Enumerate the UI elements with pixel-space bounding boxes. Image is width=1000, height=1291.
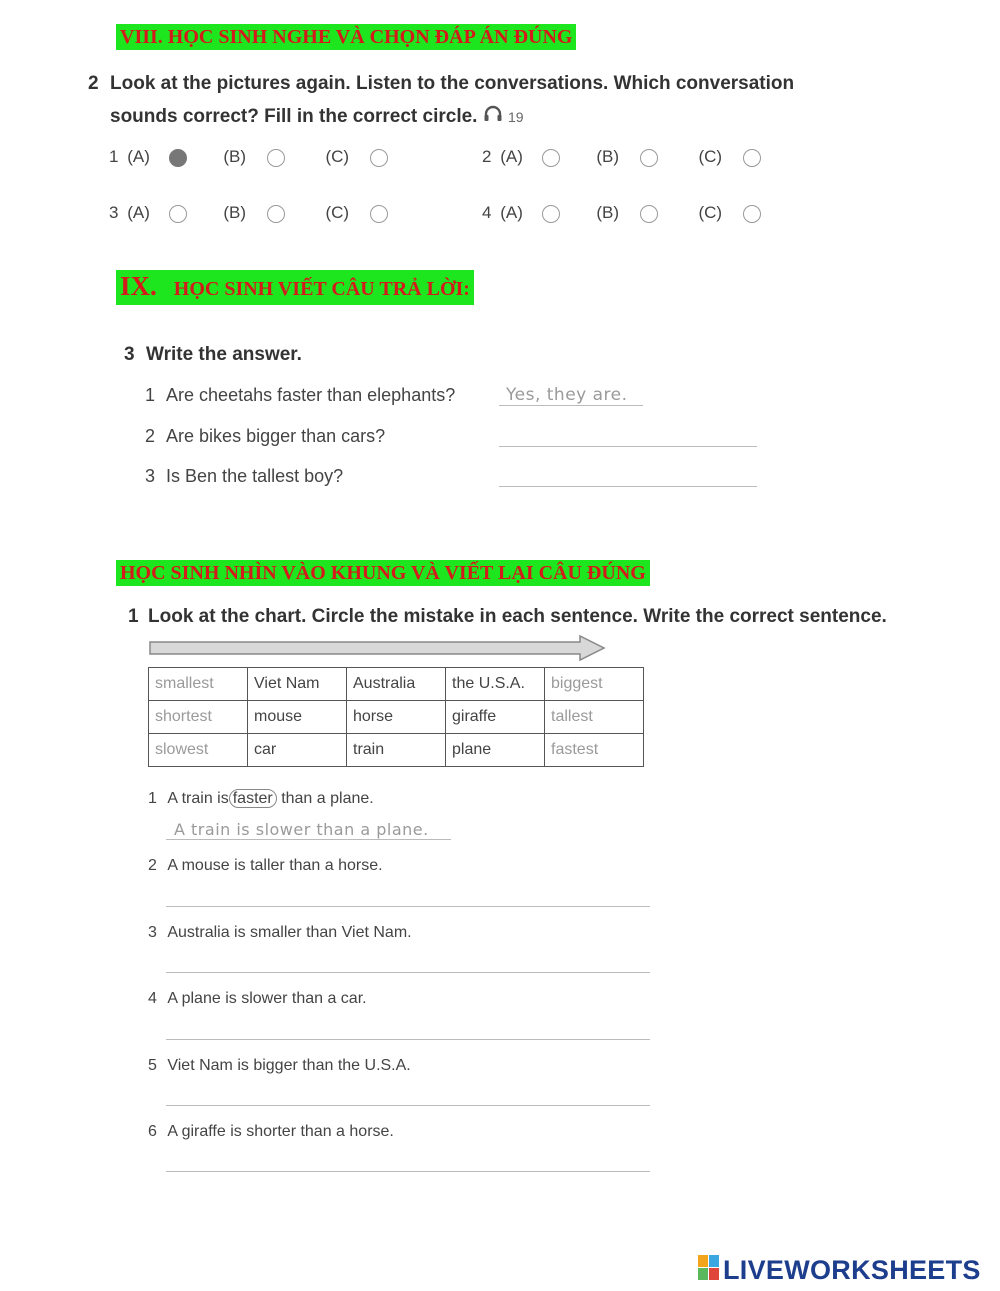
- section-ix-title: HỌC SINH VIẾT CÂU TRẢ LỜI:: [173, 278, 470, 300]
- item-sentence: A mouse is taller than a horse.: [167, 857, 383, 874]
- item-sentence: A plane is slower than a car.: [167, 990, 367, 1007]
- item-question: Is Ben the tallest boy?: [166, 466, 344, 486]
- item-sentence: A giraffe is shorter than a horse.: [167, 1123, 394, 1140]
- comparison-chart: [148, 667, 644, 767]
- answer-circle[interactable]: [169, 149, 187, 167]
- exercise-2-instruction-2-text: sounds correct? Fill in the correct circle.: [110, 106, 478, 128]
- answer-circle[interactable]: [267, 149, 285, 167]
- chart-cell: Viet Nam: [248, 668, 347, 701]
- question-1-row: [109, 147, 388, 167]
- item-number: 3: [148, 924, 157, 941]
- option-label: (C): [698, 147, 723, 166]
- item-number: 2: [148, 857, 157, 874]
- chart-cell: tallest: [545, 701, 644, 734]
- liveworksheets-logo[interactable]: [698, 1255, 981, 1286]
- answer-line-item-3[interactable]: [166, 972, 650, 973]
- exercise-1-item-4: [148, 990, 367, 1008]
- question-number: 3: [109, 203, 119, 222]
- exercise-3-item-3: [145, 466, 343, 487]
- scale-arrow: [148, 634, 608, 667]
- chart-cell: mouse: [248, 701, 347, 734]
- chart-cell: smallest: [149, 668, 248, 701]
- exercise-1-item-6: [148, 1123, 394, 1141]
- example-after: than a plane.: [281, 790, 374, 807]
- option-label: (A): [500, 147, 523, 166]
- logo-blocks-icon: [698, 1255, 720, 1286]
- exercise-1-item-5: [148, 1057, 411, 1075]
- item-question: Are cheetahs faster than elephants?: [166, 385, 456, 405]
- exercise-1-example: [148, 790, 374, 808]
- exercise-3-number: 3: [124, 344, 135, 365]
- item-number: 1: [148, 790, 157, 807]
- headphones-icon: [483, 105, 503, 129]
- option-label: (A): [127, 147, 150, 166]
- chart-cell: the U.S.A.: [446, 668, 545, 701]
- circled-mistake: faster: [229, 789, 277, 808]
- chart-cell: biggest: [545, 668, 644, 701]
- example-before: A train is: [167, 790, 229, 807]
- exercise-1-number: 1: [128, 606, 139, 627]
- question-number: 2: [482, 147, 492, 166]
- answer-circle[interactable]: [542, 205, 560, 223]
- item-sentence: Australia is smaller than Viet Nam.: [167, 924, 412, 941]
- answer-circle[interactable]: [542, 149, 560, 167]
- example-answer: A train is slower than a plane.: [174, 820, 429, 839]
- answer-circle[interactable]: [743, 205, 761, 223]
- question-4-row: [482, 203, 761, 223]
- option-label: (A): [500, 203, 523, 222]
- chart-cell: Australia: [347, 668, 446, 701]
- chart-cell: fastest: [545, 734, 644, 767]
- track-number: 19: [508, 109, 524, 126]
- answer-line-item-6[interactable]: [166, 1171, 650, 1172]
- answer-circle[interactable]: [743, 149, 761, 167]
- chart-cell: shortest: [149, 701, 248, 734]
- answer-line-item-4[interactable]: [166, 1039, 650, 1040]
- question-3-row: [109, 203, 388, 223]
- item-question: Are bikes bigger than cars?: [166, 426, 386, 446]
- exercise-1-item-3: [148, 924, 412, 942]
- item-number: 3: [145, 466, 156, 486]
- section-ix-heading: [116, 270, 474, 305]
- answer-line-3[interactable]: [499, 486, 757, 487]
- option-label: (C): [325, 147, 350, 166]
- chart-cell: giraffe: [446, 701, 545, 734]
- exercise-1-item-2: [148, 857, 383, 875]
- chart-section-heading: HỌC SINH NHÌN VÀO KHUNG VÀ VIẾT LẠI CÂU ĐÚNG: [116, 560, 650, 586]
- exercise-3-item-2: [145, 426, 385, 447]
- chart-row: [149, 668, 644, 701]
- logo-text: LIVEWORKSHEETS: [723, 1255, 981, 1285]
- answer-circle[interactable]: [370, 205, 388, 223]
- option-label: (C): [325, 203, 350, 222]
- item-number: 6: [148, 1123, 157, 1140]
- chart-row: [149, 734, 644, 767]
- item-number: 1: [145, 385, 156, 405]
- section-ix-roman: IX.: [120, 271, 157, 301]
- item-sentence: Viet Nam is bigger than the U.S.A.: [167, 1057, 411, 1074]
- question-2-row: [482, 147, 761, 167]
- answer-circle[interactable]: [640, 205, 658, 223]
- chart-cell: slowest: [149, 734, 248, 767]
- chart-cell: horse: [347, 701, 446, 734]
- option-label: (B): [223, 203, 247, 222]
- answer-line: [499, 405, 643, 406]
- example-answer-line: [166, 839, 451, 840]
- option-label: (B): [223, 147, 247, 166]
- chart-cell: train: [347, 734, 446, 767]
- answer-circle[interactable]: [169, 205, 187, 223]
- chart-cell: car: [248, 734, 347, 767]
- exercise-3-item-1: [145, 385, 455, 406]
- exercise-2-instruction-2: [110, 105, 524, 129]
- answer-circle[interactable]: [370, 149, 388, 167]
- item-number: 2: [145, 426, 156, 446]
- answer-line-item-2[interactable]: [166, 906, 650, 907]
- section-viii-heading: VIII. HỌC SINH NGHE VÀ CHỌN ĐÁP ÁN ĐÚNG: [116, 24, 576, 50]
- chart-cell: plane: [446, 734, 545, 767]
- exercise-3-title: Write the answer.: [146, 344, 302, 365]
- option-label: (A): [127, 203, 150, 222]
- answer-line-item-5[interactable]: [166, 1105, 650, 1106]
- option-label: (C): [698, 203, 723, 222]
- answer-line-2[interactable]: [499, 446, 757, 447]
- answer-circle[interactable]: [267, 205, 285, 223]
- exercise-1-title: Look at the chart. Circle the mistake in each sentence. Write the correct sentence.: [148, 606, 887, 627]
- option-label: (B): [596, 147, 620, 166]
- answer-circle[interactable]: [640, 149, 658, 167]
- chart-row: [149, 701, 644, 734]
- question-number: 1: [109, 147, 119, 166]
- item-number: 4: [148, 990, 157, 1007]
- question-number: 4: [482, 203, 492, 222]
- item-number: 5: [148, 1057, 157, 1074]
- exercise-2-number: 2: [88, 73, 99, 94]
- exercise-3-answer-1[interactable]: Yes, they are.: [506, 385, 628, 405]
- exercise-2-instruction-1: Look at the pictures again. Listen to the conversations. Which conversation: [110, 73, 795, 94]
- option-label: (B): [596, 203, 620, 222]
